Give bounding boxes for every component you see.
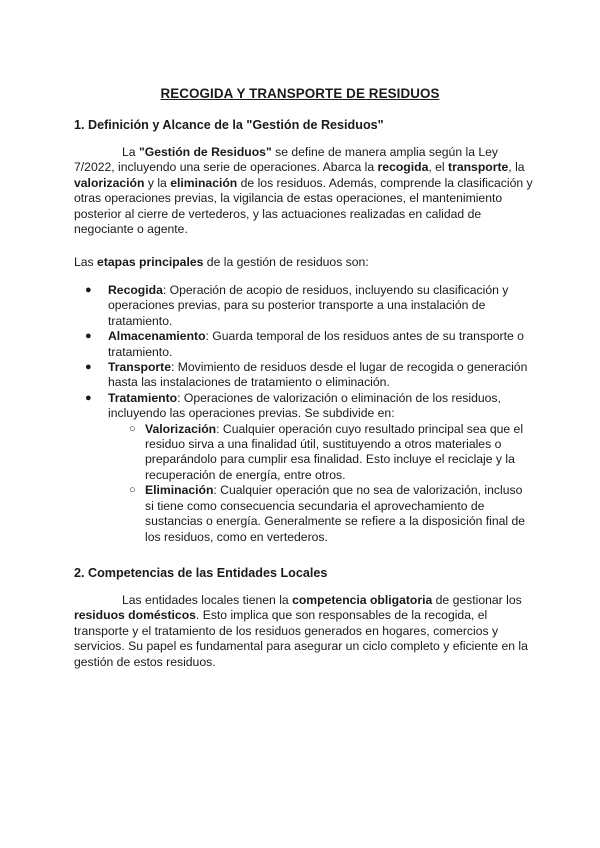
bold-text: competencia obligatoria — [292, 593, 433, 607]
list-item — [74, 360, 534, 391]
section-1-heading: 1. Definición y Alcance de la "Gestión de Residuos" — [74, 118, 384, 132]
page-title: RECOGIDA Y TRANSPORTE DE RESIDUOS — [160, 86, 440, 101]
text: , la — [508, 160, 525, 175]
text: se define de manera amplia según la Ley 7/2022, incluyendo una serie de operaciones. Abarca la — [74, 145, 499, 175]
list-item — [74, 329, 534, 360]
text: de la gestión de residuos son: — [203, 255, 369, 269]
bullet-icon: ● — [85, 361, 92, 374]
bold-text: "Gestión de Residuos" — [138, 145, 272, 159]
substage-description: : Cualquier operación cuyo resultado principal sea que el residuo sirva a una finalidad útil, sustituyendo a otros materiales o preparándolo para cumplir esa finalidad. Esto incluye el reciclaje y la recuperación de energía, entre otros. — [145, 421, 524, 482]
bold-text: recogida — [377, 160, 429, 175]
text: . Esto implica que son responsables de la recogida, el transporte y el tratamiento de los residuos generados en hogares, comercios y servicios. Su papel es fundamental para asegurar un ciclo completo y eficiente en la gestión de estos residuos. — [74, 608, 528, 669]
stage-term: Tratamiento — [108, 390, 178, 405]
section-2-paragraph-1 — [74, 593, 534, 670]
bullet-icon: ● — [85, 284, 92, 296]
text: Las — [74, 255, 98, 269]
substage-description: : Cualquier operación que no sea de valorización, incluso si tiene como consecuencia secundaria el aprovechamiento de sustancias o energía. Generalmente se refiere a la disposición final de los residuos, como en vertederos. — [145, 483, 526, 544]
bullet-icon: ● — [85, 330, 92, 343]
text: y la — [144, 175, 171, 190]
sub-bullet-icon: ○ — [129, 484, 136, 497]
stage-description: : Operación de acopio de residuos, incluyendo su clasificación y operaciones previas, para su posterior transporte a una instalación de tratamiento. — [108, 283, 509, 328]
bold-text: transporte — [448, 160, 509, 175]
sub-list-item — [108, 483, 534, 545]
sub-list-item — [108, 422, 534, 484]
bold-text: residuos domésticos — [74, 608, 196, 623]
text: de gestionar los — [432, 593, 522, 607]
text: Las entidades locales tienen la — [122, 593, 293, 607]
list-item — [74, 283, 534, 329]
stage-term: Recogida — [108, 283, 163, 297]
substage-term: Eliminación — [145, 483, 214, 498]
section-2-heading: 2. Competencias de las Entidades Locales — [74, 566, 328, 580]
stage-term: Almacenamiento — [108, 329, 206, 344]
bold-text: etapas principales — [97, 255, 204, 269]
treatment-sublist — [108, 422, 534, 545]
text: de los residuos. Además, comprende la clasificación y otras operaciones previas, la vigilancia de estas operaciones, el mantenimiento posterior al cierre de vertederos, y las actuaciones realizadas en calidad de negociante o agente. — [74, 175, 533, 237]
text: La — [122, 145, 139, 159]
list-item — [74, 391, 534, 545]
section-1-paragraph-2 — [74, 255, 534, 270]
substage-term: Valorización — [145, 421, 217, 436]
bullet-icon: ● — [85, 391, 92, 404]
stages-list — [74, 283, 534, 545]
sub-bullet-icon: ○ — [129, 422, 136, 435]
section-1-paragraph-1 — [74, 145, 534, 237]
stage-term: Transporte — [108, 360, 171, 375]
bold-text: valorización — [74, 175, 145, 190]
stage-description: : Guarda temporal de los residuos antes de su transporte o tratamiento. — [108, 329, 524, 359]
bold-text: eliminación — [170, 175, 238, 190]
text: , el — [428, 160, 449, 175]
stage-description: : Movimiento de residuos desde el lugar de recogida o generación hasta las instalaciones de tratamiento o eliminación. — [108, 360, 528, 390]
stage-description: : Operaciones de valorización o eliminación de los residuos, incluyendo las operaciones previas. Se subdivide en: — [108, 390, 501, 421]
